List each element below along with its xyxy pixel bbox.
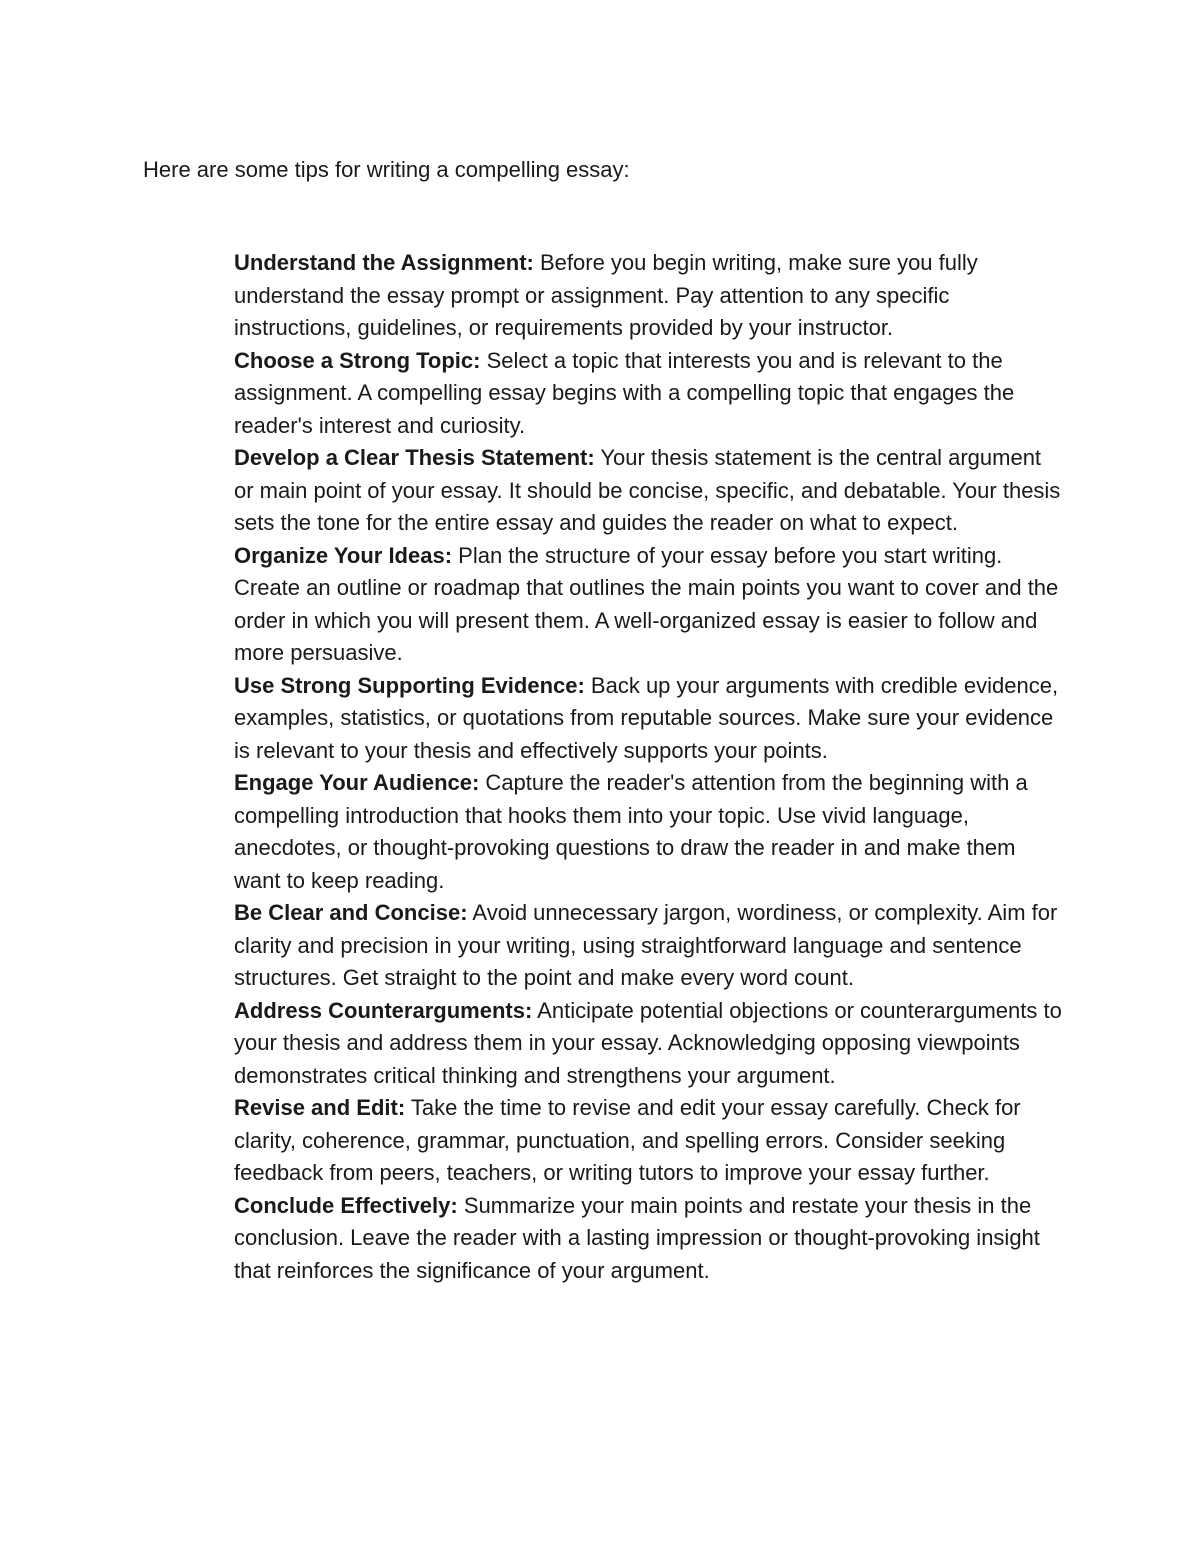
tip-title: Revise and Edit:	[234, 1095, 406, 1120]
tip-counterarguments	[234, 995, 1064, 1093]
tip-engage-audience	[234, 767, 1064, 897]
tip-text: Back up your arguments with credible evidence, examples, statistics, or quotations from reputable sources. Make sure your evidence is relevant to your thesis and effectively supports your points.	[234, 672, 1059, 763]
tip-understand-assignment	[234, 247, 1064, 345]
tip-revise-edit	[234, 1092, 1064, 1190]
tip-text: Before you begin writing, make sure you fully understand the essay prompt or assignment. Pay attention to any specific instructions, guidelines, or requirements provided by your instructor.	[234, 250, 978, 340]
tip-supporting-evidence	[234, 670, 1064, 768]
tip-title: Engage Your Audience:	[234, 770, 480, 795]
tip-text: Avoid unnecessary jargon, wordiness, or complexity. Aim for clarity and precision in your writing, using straightforward language and sentence structures. Get straight to the point and make every word count.	[234, 900, 1058, 990]
tip-title: Conclude Effectively:	[234, 1192, 458, 1218]
tip-choose-topic	[234, 345, 1064, 443]
intro-paragraph: Here are some tips for writing a compelling essay:	[143, 157, 630, 182]
tip-text: Your thesis statement is the central argument or main point of your essay. It should be concise, specific, and debatable. Your thesis sets the tone for the entire essay and guides the reader on what to expect.	[234, 445, 1061, 535]
tip-text: Take the time to revise and edit your essay carefully. Check for clarity, coherence, grammar, punctuation, and spelling errors. Consider seeking feedback from peers, teachers, or writing tutors to improve your essay further.	[234, 1095, 1021, 1185]
tip-text: Anticipate potential objections or counterarguments to your thesis and address them in your essay. Acknowledging opposing viewpoints demonstrates critical thinking and strengthens your argument.	[234, 997, 1062, 1088]
tip-clear-concise	[234, 897, 1064, 995]
tip-organize-ideas	[234, 540, 1064, 670]
tip-title: Address Counterarguments:	[234, 997, 533, 1023]
tip-title: Develop a Clear Thesis Statement:	[234, 445, 595, 470]
tip-text: Select a topic that interests you and is relevant to the assignment. A compelling essay begins with a compelling topic that engages the reader's interest and curiosity.	[234, 347, 1015, 438]
tip-conclude-effectively	[234, 1190, 1064, 1288]
tip-title: Organize Your Ideas:	[234, 542, 453, 568]
tip-thesis-statement	[234, 442, 1064, 540]
tip-text: Plan the structure of your essay before you start writing. Create an outline or roadmap that outlines the main points you want to cover and the order in which you will present them. A well-organized essay is easier to follow and more persuasive.	[234, 542, 1059, 665]
tip-title: Use Strong Supporting Evidence:	[234, 672, 585, 698]
tip-text: Capture the reader's attention from the beginning with a compelling introduction that hooks them into your topic. Use vivid language, anecdotes, or thought-provoking questions to draw the reader in and make them want to keep reading.	[234, 770, 1028, 893]
tip-title: Choose a Strong Topic:	[234, 347, 481, 373]
tip-title: Be Clear and Concise:	[234, 900, 468, 925]
tip-text: Summarize your main points and restate your thesis in the conclusion. Leave the reader with a lasting impression or thought-provoking insight that reinforces the significance of your argument.	[234, 1192, 1040, 1283]
tips-list	[234, 247, 1064, 1287]
tip-title: Understand the Assignment:	[234, 250, 534, 275]
